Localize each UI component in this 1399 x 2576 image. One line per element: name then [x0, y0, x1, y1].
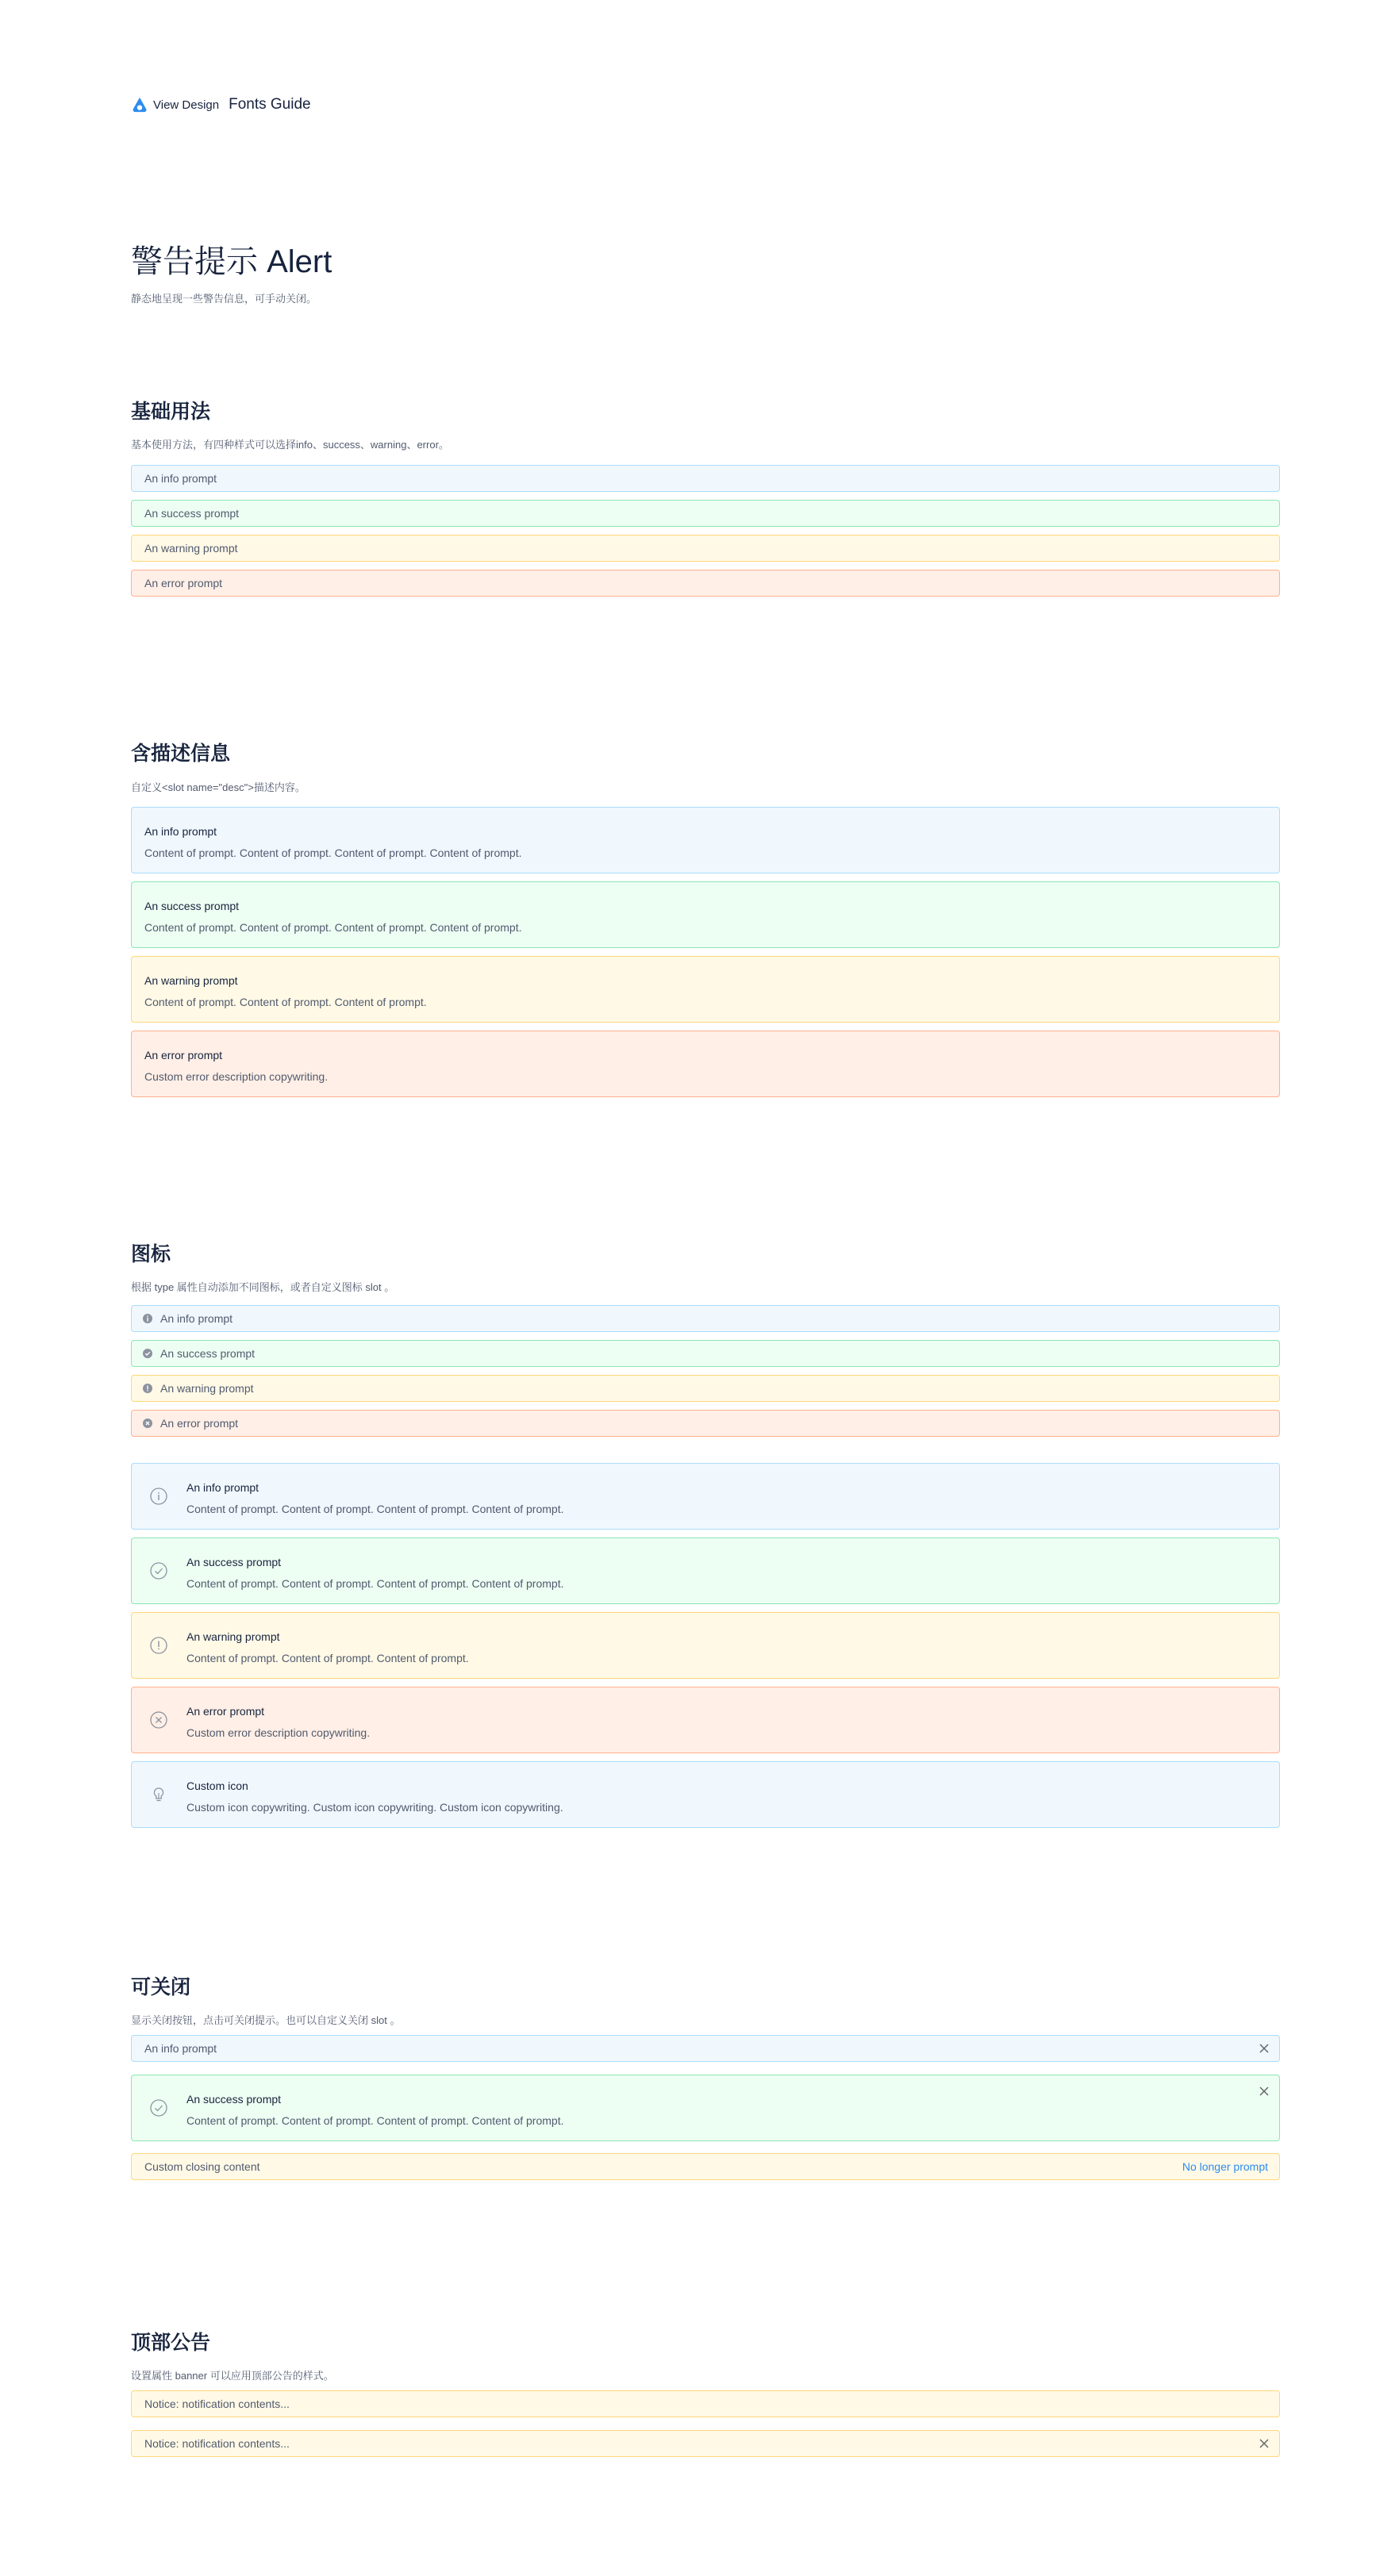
alert-title: An success prompt	[186, 1556, 282, 1568]
alert-title: An info prompt	[144, 825, 217, 838]
no-longer-prompt-link[interactable]: No longer prompt	[1182, 2160, 1268, 2173]
view-design-logo-icon	[131, 96, 148, 113]
alert-success	[131, 500, 1280, 527]
warning-dot-icon	[143, 1384, 152, 1393]
lightbulb-icon	[149, 1785, 168, 1804]
alert-text: An error prompt	[144, 577, 223, 589]
section-desc-banner: 设置属性 banner 可以应用顶部公告的样式。	[131, 2370, 334, 2382]
check-circle-icon	[149, 2098, 168, 2117]
alert-warning-icon-desc	[131, 1612, 1280, 1679]
banner-alert-closable	[131, 2430, 1280, 2457]
info-circle-icon	[149, 1487, 168, 1506]
section-title-icons: 图标	[131, 1243, 171, 1265]
section-title-basic: 基础用法	[131, 401, 211, 423]
alert-error	[131, 570, 1280, 597]
alert-desc: Content of prompt. Content of prompt. Content of prompt. Content of prompt.	[144, 921, 522, 934]
alert-text: Notice: notification contents...	[144, 2437, 290, 2450]
alert-title: An success prompt	[144, 900, 240, 912]
brand-name: View Design	[153, 98, 220, 112]
section-title-desc: 含描述信息	[131, 743, 231, 765]
alert-info-icon	[131, 1305, 1280, 1332]
close-icon[interactable]	[1259, 2043, 1270, 2054]
alert-desc: Content of prompt. Content of prompt. Content of prompt. Content of prompt.	[186, 2114, 564, 2127]
close-icon[interactable]	[1259, 2086, 1270, 2097]
banner-alert	[131, 2390, 1280, 2417]
page-title: 警告提示 Alert	[131, 244, 332, 279]
alert-title: An success prompt	[186, 2093, 282, 2106]
success-dot-icon	[143, 1349, 152, 1358]
alert-text: An warning prompt	[144, 542, 238, 555]
section-desc-closable: 显示关闭按钮，点击可关闭提示。也可以自定义关闭 slot 。	[131, 2014, 401, 2026]
page-description: 静态地呈现一些警告信息，可手动关闭。	[131, 293, 317, 305]
section-desc-desc: 自定义<slot name="desc">描述内容。	[131, 781, 306, 793]
section-title-banner: 顶部公告	[131, 2332, 211, 2354]
alert-desc: Content of prompt. Content of prompt. Content of prompt. Content of prompt.	[144, 847, 522, 859]
alert-success-icon	[131, 1340, 1280, 1367]
close-circle-icon	[149, 1710, 168, 1729]
alert-text: An error prompt	[160, 1417, 239, 1430]
alert-desc: Content of prompt. Content of prompt. Content of prompt.	[186, 1652, 469, 1664]
alert-text: An info prompt	[144, 2042, 217, 2055]
alert-success-icon-desc	[131, 1538, 1280, 1604]
alert-desc: Content of prompt. Content of prompt. Content of prompt.	[144, 996, 427, 1008]
alert-title: An error prompt	[144, 1049, 223, 1061]
alert-desc: Content of prompt. Content of prompt. Content of prompt. Content of prompt.	[186, 1503, 564, 1515]
alert-warning	[131, 535, 1280, 562]
alert-text: An success prompt	[160, 1347, 256, 1360]
alert-desc: Content of prompt. Content of prompt. Content of prompt. Content of prompt.	[186, 1577, 564, 1590]
alert-info-with-desc	[131, 807, 1280, 873]
alert-desc: Custom error description copywriting.	[186, 1726, 371, 1739]
check-circle-icon	[149, 1561, 168, 1580]
alert-desc: Custom icon copywriting. Custom icon copywriting. Custom icon copywriting.	[186, 1801, 563, 1814]
alert-info-closable	[131, 2035, 1280, 2062]
alert-text: Custom closing content	[144, 2160, 260, 2173]
alert-custom-close	[131, 2153, 1280, 2180]
alert-text: An info prompt	[160, 1312, 233, 1325]
alert-error-icon-desc	[131, 1687, 1280, 1753]
alert-text: Notice: notification contents...	[144, 2397, 290, 2410]
error-dot-icon	[143, 1419, 152, 1428]
exclamation-circle-icon	[149, 1636, 168, 1655]
alert-info-icon-desc	[131, 1463, 1280, 1530]
alert-title: An error prompt	[186, 1705, 265, 1718]
alert-title: An warning prompt	[144, 974, 238, 987]
fonts-guide-link[interactable]: Fonts Guide	[229, 96, 311, 113]
alert-title: Custom icon	[186, 1779, 248, 1792]
alert-error-with-desc	[131, 1031, 1280, 1097]
close-icon[interactable]	[1259, 2438, 1270, 2449]
alert-desc: Custom error description copywriting.	[144, 1070, 329, 1083]
alert-text: An info prompt	[144, 472, 217, 485]
alert-warning-with-desc	[131, 956, 1280, 1023]
alert-text: An success prompt	[144, 507, 240, 520]
alert-info	[131, 465, 1280, 492]
alert-warning-icon	[131, 1375, 1280, 1402]
section-title-closable: 可关闭	[131, 1976, 191, 1998]
alert-custom-icon	[131, 1761, 1280, 1828]
alert-error-icon	[131, 1410, 1280, 1437]
alert-text: An warning prompt	[160, 1382, 254, 1395]
alert-success-closable	[131, 2075, 1280, 2141]
alert-title: An info prompt	[186, 1481, 259, 1494]
section-desc-basic: 基本使用方法，有四种样式可以选择info、success、warning、error。	[131, 439, 449, 451]
brand-header[interactable]	[131, 94, 311, 116]
section-desc-icons: 根据 type 属性自动添加不同图标，或者自定义图标 slot 。	[131, 1281, 395, 1293]
info-dot-icon	[143, 1314, 152, 1323]
alert-success-with-desc	[131, 881, 1280, 948]
alert-title: An warning prompt	[186, 1630, 280, 1643]
